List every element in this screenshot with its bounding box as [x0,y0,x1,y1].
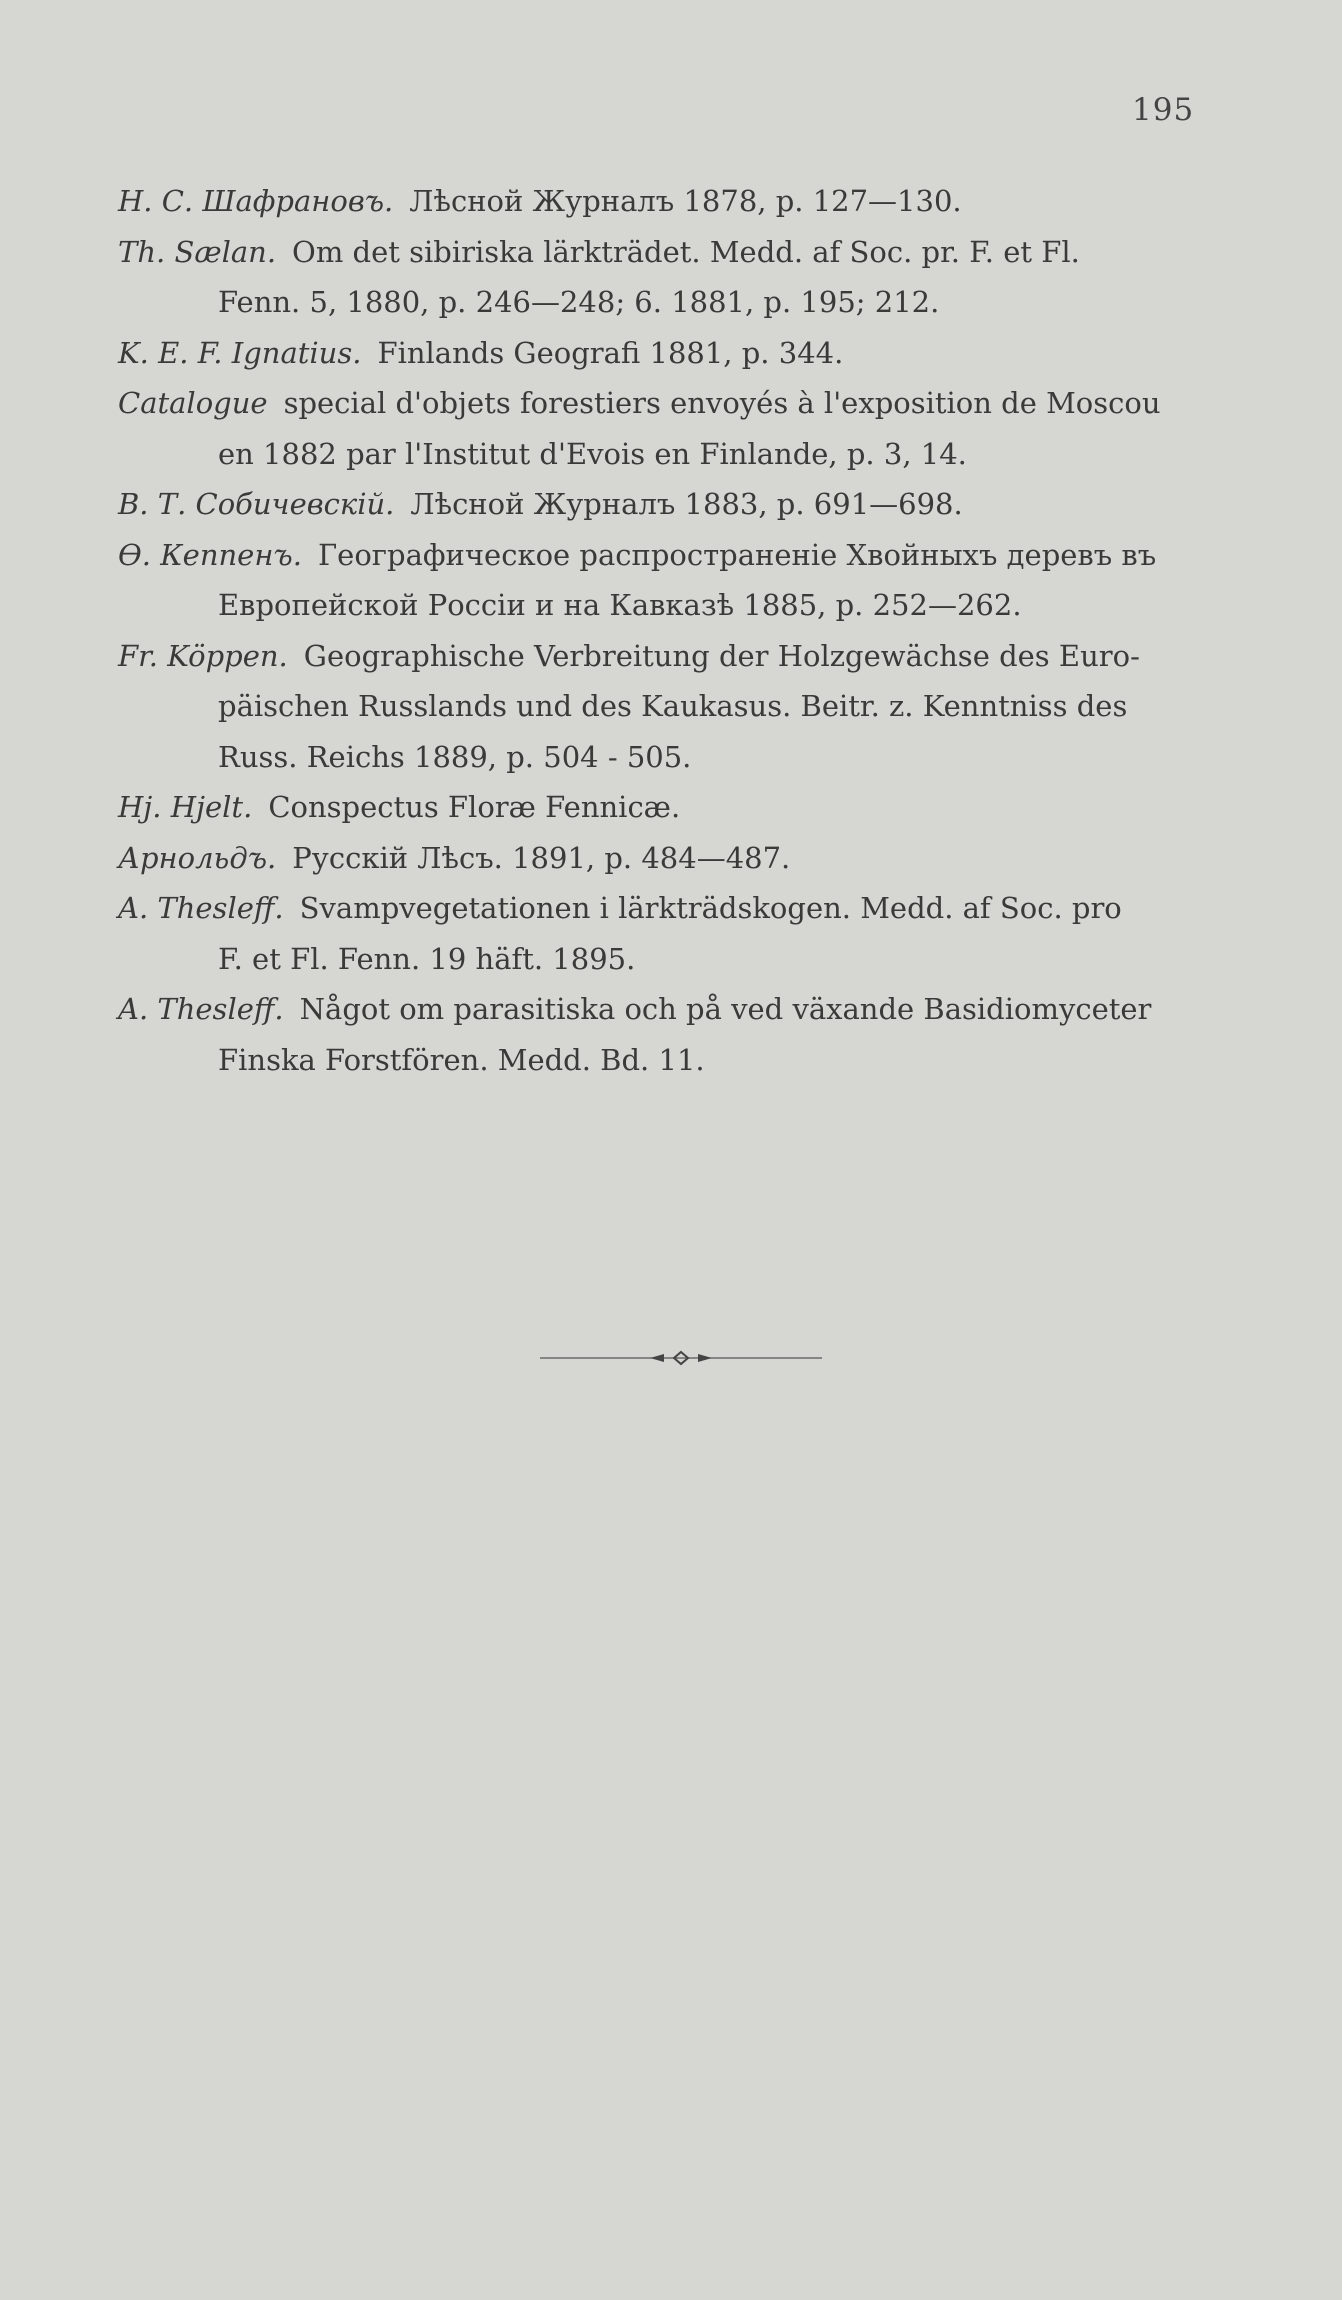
reference-author: A. Thesleff. [118,891,284,925]
reference-entry [118,479,1248,530]
reference-entry [118,227,1248,328]
reference-author: Fr. Köppen. [118,638,288,673]
reference-text: Finska Forstfören. Medd. Bd. 11. [218,1042,705,1077]
reference-author: В. Т. Собичевскій. [118,487,395,521]
reference-text: päischen Russlands und des Kaukasus. Beitr. z. Kenntniss des [218,689,1128,723]
reference-text: Om det sibiriska lärkträdet. Medd. af Soc. pr. F. et Fl. [292,234,1080,269]
reference-text: en 1882 par l'Institut d'Evois en Finlande, p. 3, 14. [218,436,967,471]
reference-entry [118,883,1248,984]
reference-entry [118,782,1248,833]
reference-list [118,176,1248,1085]
reference-text: Лѣсной Журналъ 1878, p. 127—130. [409,184,962,218]
reference-entry [118,984,1248,1085]
reference-text: Finlands Geografi 1881, p. 344. [377,335,844,370]
reference-entry [118,378,1248,479]
reference-author: Ѳ. Кеппенъ. [118,537,302,572]
reference-text: Conspectus Floræ Fennicæ. [268,790,681,824]
reference-text: Fenn. 5, 1880, p. 246—248; 6. 1881, p. 195; 212. [218,285,940,319]
reference-text: special d'objets forestiers envoyés à l'exposition de Moscou [283,386,1161,420]
reference-text: Något om parasitiska och på ved växande Basidiomyceter [299,992,1152,1026]
reference-entry [118,176,1248,227]
section-end-ornament [540,1348,822,1368]
reference-text: F. et Fl. Fenn. 19 häft. 1895. [218,941,636,976]
reference-entry [118,328,1248,379]
reference-text: Лѣсной Журналъ 1883, p. 691—698. [410,487,963,521]
reference-author: Арнольдъ. [118,840,277,875]
reference-author: A. Thesleff. [118,992,284,1026]
page-number: 195 [1132,92,1195,128]
reference-text: Svampvegetationen i lärkträdskogen. Medd. af Soc. pro [299,891,1122,925]
reference-author: Н. С. Шафрановъ. [118,184,394,218]
reference-entry [118,530,1248,631]
reference-entry [118,631,1248,783]
reference-entry [118,833,1248,884]
reference-author: Catalogue [118,386,268,420]
reference-text: Geographische Verbreitung der Holzgewächse des Euro- [303,638,1140,673]
reference-text: Европейской Россіи и на Кавказѣ 1885, p. 252—262. [218,588,1022,622]
reference-author: K. E. F. Ignatius. [118,335,362,370]
reference-author: Th. Sælan. [118,234,277,269]
reference-author: Hj. Hjelt. [118,790,253,824]
reference-text: Русскій Лѣсъ. 1891, p. 484—487. [292,840,791,875]
reference-text: Russ. Reichs 1889, p. 504 - 505. [218,739,692,774]
reference-text: Географическое распространеніе Хвойныхъ деревъ въ [317,537,1157,572]
